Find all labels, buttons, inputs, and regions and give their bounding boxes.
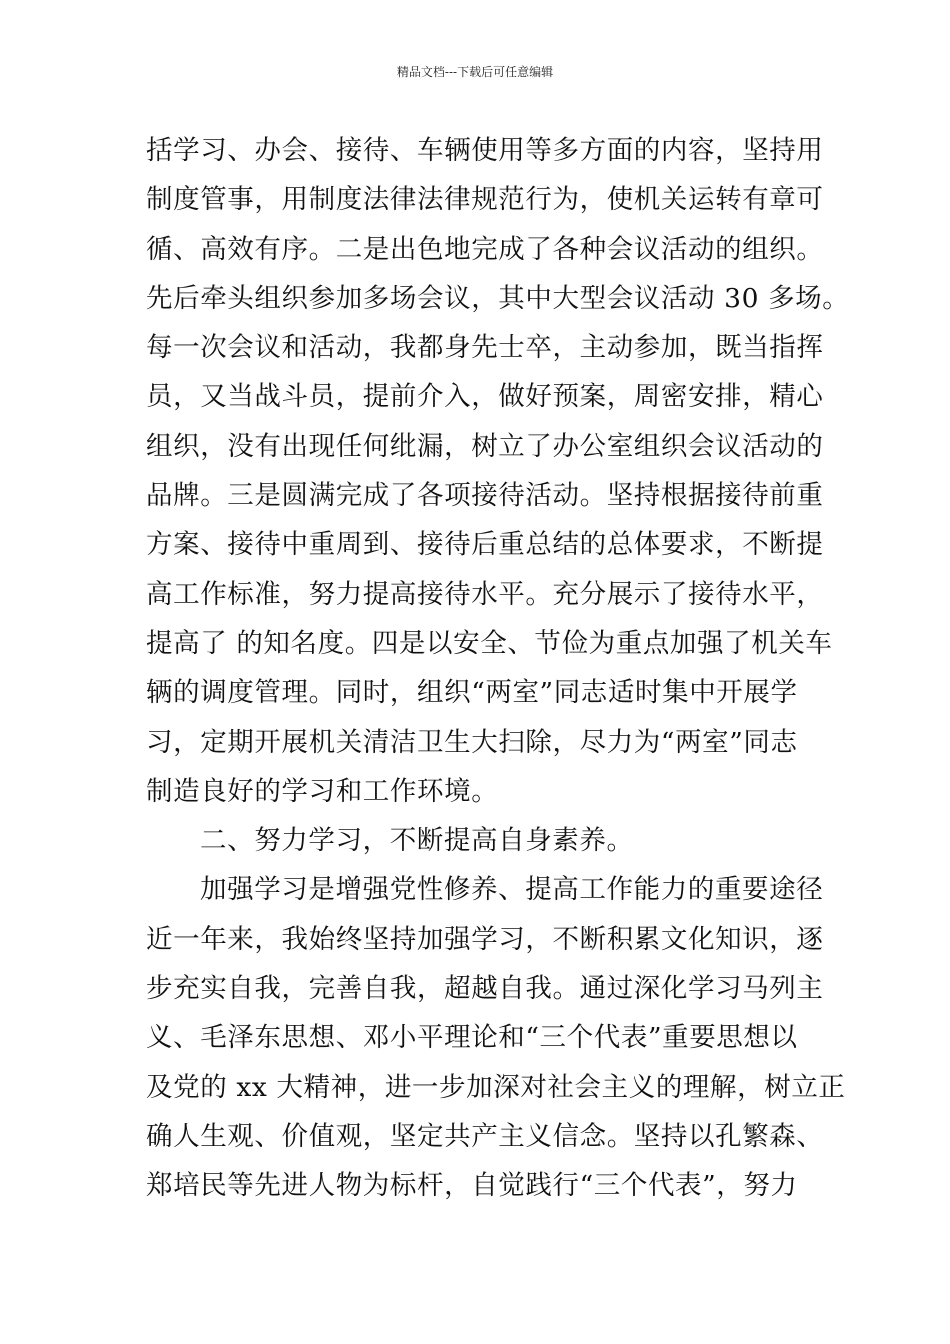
- text-line: 制造良好的学习和工作环境。: [146, 775, 499, 807]
- text-line: 先后牵头组织参加多场会议，其中大型会议活动 30 多场。: [146, 282, 850, 314]
- text-line: 每一次会议和活动，我都身先士卒，主动参加，既当指挥: [146, 332, 824, 364]
- text-line: 制度管事，用制度法律法律规范行为，使机关运转有章可: [146, 184, 824, 216]
- document-body: [146, 126, 850, 1211]
- text-line: 近一年来，我始终坚持加强学习，不断积累文化知识，逐: [146, 923, 824, 955]
- text-line: 方案、接待中重周到、接待后重总结的总体要求，不断提: [146, 529, 824, 561]
- text-line: 习，定期开展机关清洁卫生大扫除，尽力为“两室”同志: [146, 726, 798, 758]
- text-line: 郑培民等先进人物为标杆，自觉践行“三个代表”，努力: [146, 1170, 798, 1202]
- text-line: 步充实自我，完善自我，超越自我。通过深化学习马列主: [146, 973, 824, 1005]
- text-line: 括学习、办会、接待、车辆使用等多方面的内容，坚持用: [146, 135, 824, 166]
- text-line: 员，又当战斗员，提前介入，做好预案，周密安排，精心: [146, 381, 824, 413]
- text-line: 组织，没有出现任何纰漏，树立了办公室组织会议活动的: [146, 430, 824, 462]
- text-line: 确人生观、价值观，坚定共产主义信念。坚持以孔繁森、: [146, 1120, 824, 1152]
- text-line: 品牌。三是圆满完成了各项接待活动。坚持根据接待前重: [146, 480, 824, 512]
- text-line: 循、高效有序。二是出色地完成了各种会议活动的组织。: [146, 233, 824, 265]
- text-line: 提高了 的知名度。四是以安全、节俭为重点加强了机关车: [146, 627, 833, 659]
- text-line: 加强学习是增强党性修养、提高工作能力的重要途径: [200, 874, 824, 906]
- text-line: 辆的调度管理。同时，组织“两室”同志适时集中开展学: [146, 677, 798, 709]
- page-header: 精品文档---下载后可任意编辑: [396, 65, 554, 79]
- text-line: 高工作标准，努力提高接待水平。充分展示了接待水平，: [146, 578, 824, 610]
- text-line: 义、毛泽东思想、邓小平理论和“三个代表”重要思想以: [146, 1022, 798, 1054]
- text-line: 及党的 xx 大精神，进一步加深对社会主义的理解，树立正: [146, 1071, 846, 1103]
- section-heading: 二、努力学习，不断提高自身素养。: [200, 825, 634, 857]
